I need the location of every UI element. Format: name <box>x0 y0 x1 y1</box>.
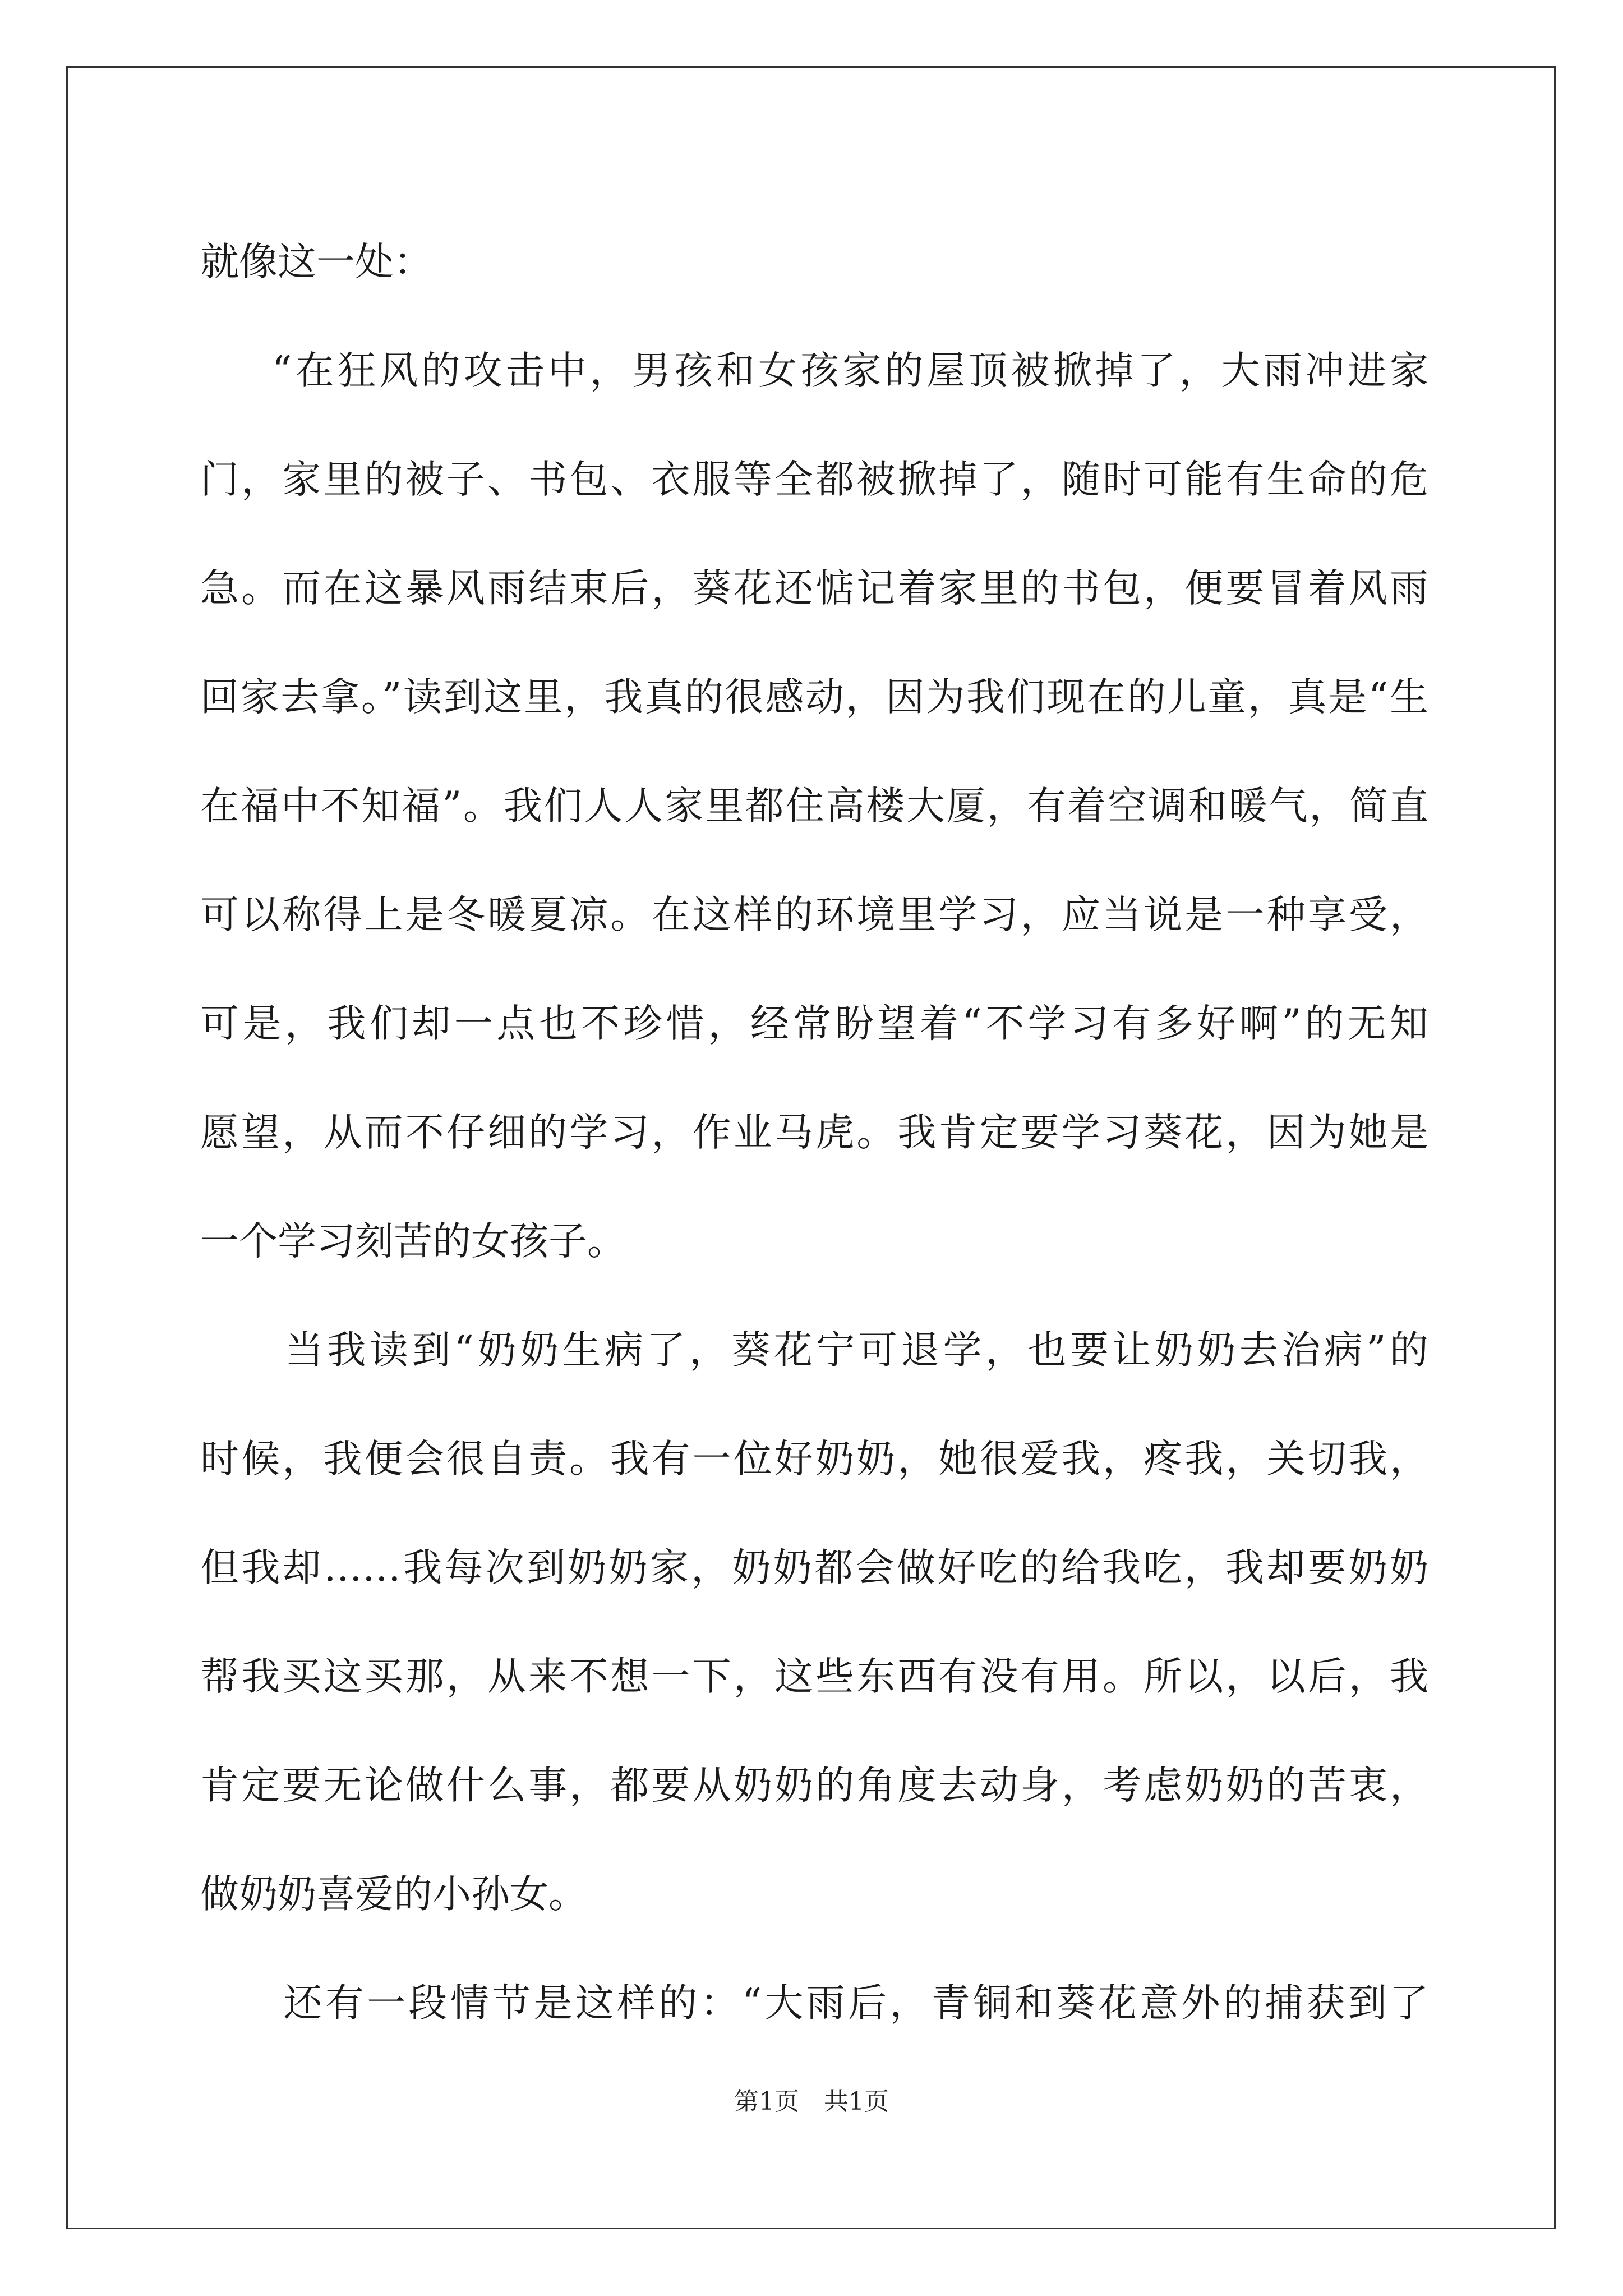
text-line: 时候，我便会很自责。我有一位好奶奶，她很爱我，疼我，关切我， <box>200 1437 1428 1481</box>
page-footer: 第1页 共1页 <box>734 2087 889 2116</box>
text-line: 当我读到“奶奶生病了，葵花宁可退学，也要让奶奶去治病”的 <box>200 1328 1428 1373</box>
text-line: 急。而在这暴风雨结束后，葵花还惦记着家里的书包，便要冒着风雨 <box>200 566 1428 611</box>
text-line: 愿望，从而不仔细的学习，作业马虎。我肯定要学习葵花，因为她是 <box>200 1110 1428 1155</box>
text-line: 在福中不知福”。我们人人家里都住高楼大厦，有着空调和暖气，简直 <box>200 784 1428 829</box>
text-line: 帮我买这买那，从来不想一下，这些东西有没有用。所以，以后，我 <box>200 1654 1428 1699</box>
text-line: 还有一段情节是这样的：“大雨后，青铜和葵花意外的捕获到了 <box>200 1981 1428 2026</box>
text-line: “在狂风的攻击中，男孩和女孩家的屋顶被掀掉了，大雨冲进家 <box>272 348 1428 393</box>
text-line: 回家去拿。”读到这里，我真的很感动，因为我们现在的儿童，真是“生 <box>200 675 1428 720</box>
text-line: 就像这一处： <box>200 240 432 284</box>
document-body <box>200 208 1428 2058</box>
text-line: 可是，我们却一点也不珍惜，经常盼望着“不学习有多好啊”的无知 <box>200 1001 1428 1046</box>
text-line: 但我却……我每次到奶奶家，奶奶都会做好吃的给我吃，我却要奶奶 <box>200 1545 1428 1590</box>
text-line: 做奶奶喜爱的小孙女。 <box>200 1872 587 1917</box>
text-line: 可以称得上是冬暖夏凉。在这样的环境里学习，应当说是一种享受， <box>200 892 1428 937</box>
text-line: 一个学习刻苦的女孩子。 <box>200 1219 626 1264</box>
text-line: 门，家里的被子、书包、衣服等全都被掀掉了，随时可能有生命的危 <box>200 457 1428 502</box>
text-line: 肯定要无论做什么事，都要从奶奶的角度去动身，考虑奶奶的苦衷， <box>200 1763 1428 1808</box>
